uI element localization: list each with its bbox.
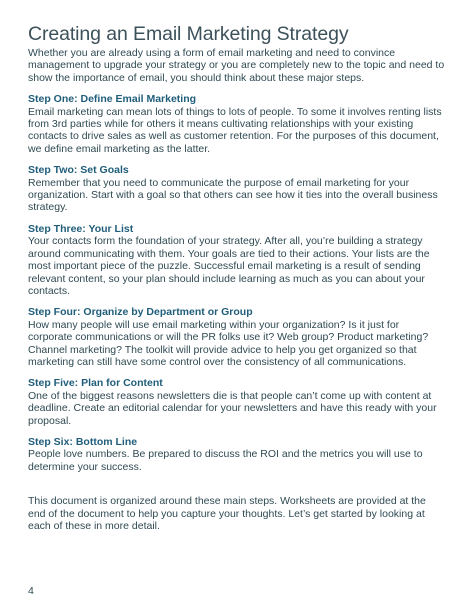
step-one-section bbox=[28, 93, 446, 155]
step-heading: Step Three: Your List bbox=[28, 222, 134, 235]
step-body: Your contacts form the foundation of your strategy. After all, you’re building a strategy around communicating with them. Your goals are tied to their actions. Your lists are the most important piece of the puzzle. Successful email marketing is a result of sending relevant content, so your plan should include learning as much as you can about your contacts. bbox=[28, 235, 430, 297]
step-heading: Step Six: Bottom Line bbox=[28, 435, 138, 448]
step-body: How many people will use email marketing within your organization? Is it just for corporate communications or will the PR folks use it? Web group? Product marketing? Channel marketing? The toolkit will provide advice to help you get organized so that marketing can still have some control over the consistency of all communications. bbox=[28, 318, 429, 368]
page-title: Creating an Email Marketing Strategy bbox=[28, 23, 349, 45]
step-body: One of the biggest reasons newsletters die is that people can’t come up with content at deadline. Create an editorial calendar for your newsletters and have this ready with your proposal. bbox=[28, 389, 437, 427]
step-heading: Step One: Define Email Marketing bbox=[28, 93, 197, 106]
page-number: 4 bbox=[28, 585, 34, 597]
step-body: People love numbers. Be prepared to discuss the ROI and the metrics you will use to determine your success. bbox=[28, 448, 423, 473]
step-body: Email marketing can mean lots of things to lots of people. To some it involves renting lists from 3rd parties while for others it means cultivating relationships with your existing contacts to drive sales as well as customer retention. For the purposes of this document, we define email marketing as the latter. bbox=[28, 105, 442, 155]
step-two-section bbox=[28, 164, 446, 214]
document-page bbox=[28, 22, 446, 532]
step-heading: Step Two: Set Goals bbox=[28, 164, 129, 177]
step-body: Remember that you need to communicate the purpose of email marketing for your organization. Start with a goal so that others can see how it ties into the overall business strategy. bbox=[28, 176, 438, 214]
step-heading: Step Five: Plan for Content bbox=[28, 377, 163, 390]
step-five-section bbox=[28, 377, 446, 427]
step-four-section bbox=[28, 306, 446, 368]
step-heading: Step Four: Organize by Department or Group bbox=[28, 306, 253, 319]
step-six-section bbox=[28, 436, 446, 473]
intro-paragraph: Whether you are already using a form of email marketing and need to convince management to upgrade your strategy or you are completely new to the topic and need to show the importance of email, you should think about these major steps. bbox=[28, 47, 445, 84]
step-three-section bbox=[28, 223, 446, 297]
closing-paragraph: This document is organized around these main steps. Worksheets are provided at the end of the document to help you capture your thoughts. Let’s get started by looking at each of these in more detail. bbox=[28, 495, 426, 532]
